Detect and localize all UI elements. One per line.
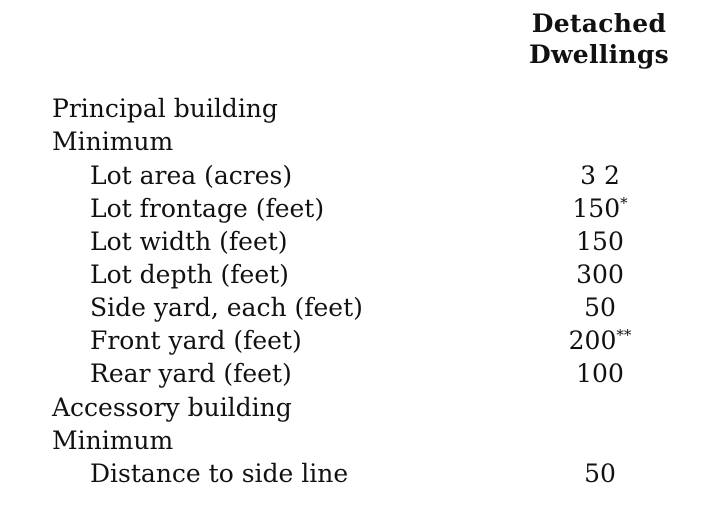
row-label: Principal building	[52, 94, 278, 123]
row-value: 100	[576, 359, 624, 388]
table-row-minimum-accessory	[0, 424, 712, 457]
row-label: Minimum	[52, 426, 174, 455]
table-row-rear-yard	[0, 357, 712, 390]
footnote-marker: *	[620, 194, 628, 212]
row-value: 300	[576, 260, 624, 289]
table-row-principal-building	[0, 92, 712, 125]
column-header-line-2: Dwellings	[528, 40, 670, 69]
row-value: 50	[584, 459, 616, 488]
table-row-distance-to-side-line	[0, 457, 712, 490]
row-label: Rear yard (feet)	[90, 359, 292, 388]
footnote-marker: **	[616, 326, 632, 344]
row-label: Front yard (feet)	[90, 326, 302, 355]
column-header-line-1: Detached	[531, 9, 667, 38]
row-value: 150	[576, 227, 624, 256]
table-row-lot-width	[0, 225, 712, 258]
row-value: 200**	[568, 326, 632, 355]
row-label: Distance to side line	[90, 459, 349, 488]
table-row-lot-area	[0, 159, 712, 192]
row-label: Lot area (acres)	[90, 161, 293, 190]
row-value: 3 2	[580, 161, 620, 190]
row-value: 50	[584, 293, 616, 322]
table-row-lot-depth	[0, 258, 712, 291]
row-label: Accessory building	[52, 393, 292, 422]
row-label: Minimum	[52, 127, 174, 156]
table-row-front-yard	[0, 324, 712, 357]
row-label: Lot depth (feet)	[90, 260, 289, 289]
row-label: Side yard, each (feet)	[90, 293, 363, 322]
column-header	[470, 8, 712, 70]
row-label: Lot frontage (feet)	[90, 194, 325, 223]
row-label: Lot width (feet)	[90, 227, 288, 256]
table-row-side-yard	[0, 291, 712, 324]
table-row-lot-frontage	[0, 192, 712, 225]
row-value: 150*	[572, 194, 628, 223]
table-row-accessory-building	[0, 391, 712, 424]
table-row-minimum-principal	[0, 125, 712, 158]
